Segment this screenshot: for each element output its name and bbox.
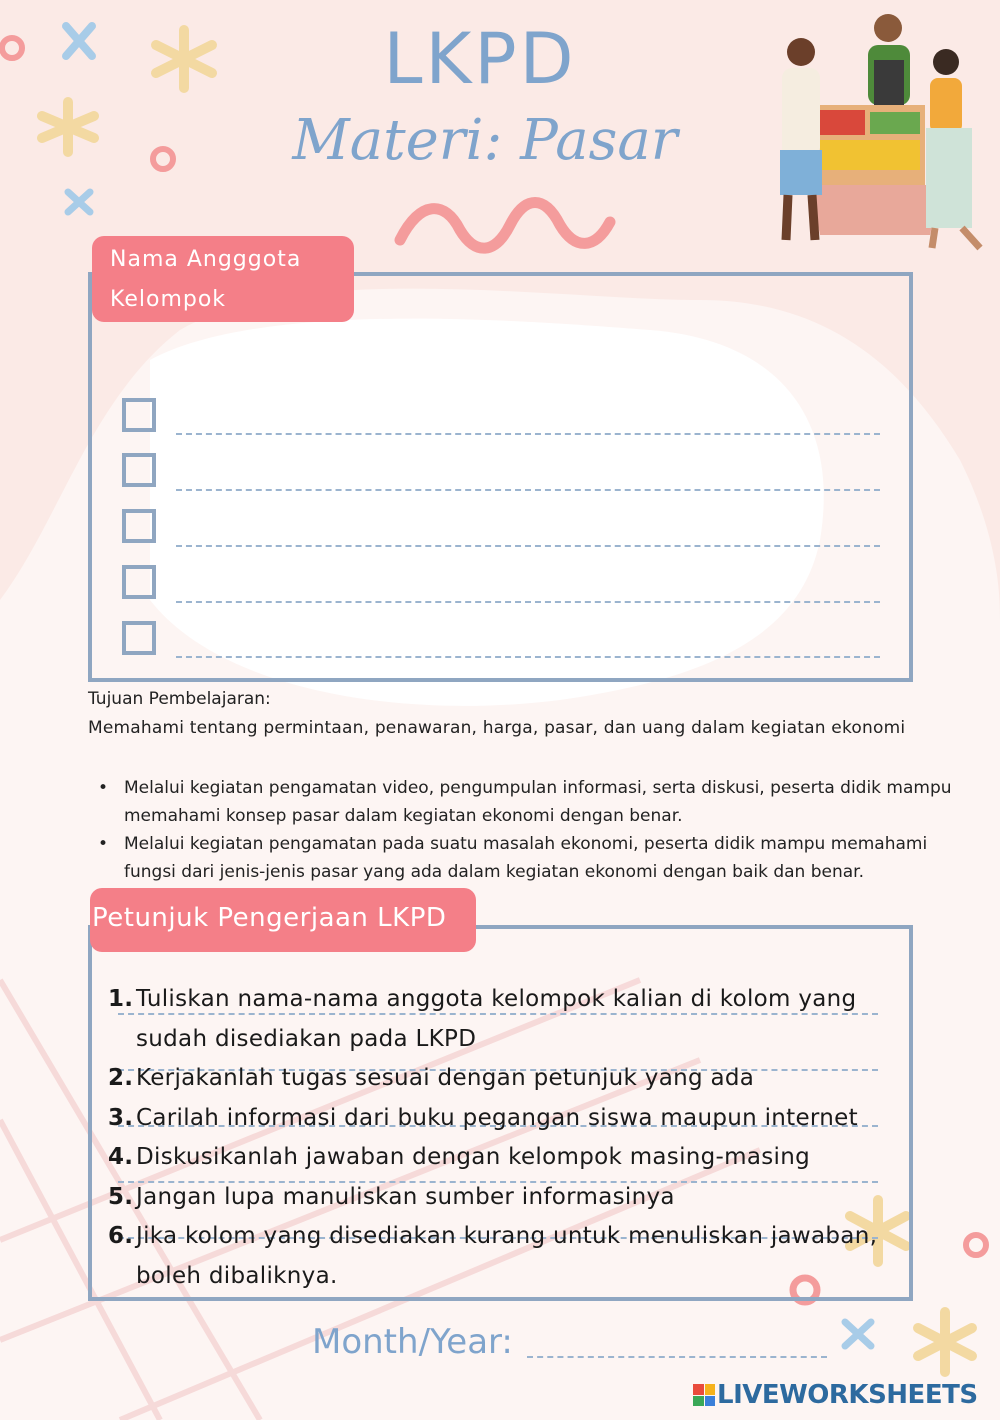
members-box [88,272,913,682]
objectives-text: Memahami tentang permintaan, penawaran, harga, pasar, dan uang dalam kegiatan ekonomi [88,718,906,738]
liveworksheets-logo [693,1380,978,1410]
instruction-item-2 [108,1059,888,1099]
month-year-input[interactable] [527,1356,827,1358]
objective-bullet-1: • Melalui kegiatan pengamatan video, pengumpulan informasi, serta diskusi, peserta didik mampu memahami konsep pasar dalam kegiatan ekonomi dengan benar. [98,774,968,830]
step-text: Jangan lupa manuliskan sumber informasinya [136,1183,675,1210]
instruction-item-5 [108,1178,888,1218]
page-subtitle: Materi: Pasar [292,108,678,173]
instructions-list [108,980,888,1296]
instruction-item-4 [108,1138,888,1178]
month-year-label: Month/Year: [312,1322,513,1362]
step-number: 5. [108,1183,134,1210]
member-checkbox-5[interactable] [122,621,156,655]
step-number: 2. [108,1065,134,1091]
step-text: Jika kolom yang disediakan kurang untuk menuliskan jawaban, boleh dibaliknya. [136,1223,878,1289]
objectives-list [98,774,968,886]
member-checkbox-3[interactable] [122,509,156,543]
step-number: 1. [108,986,134,1012]
member-name-line-4[interactable] [176,601,880,603]
brand-name: LIVEWORKSHEETS [717,1380,978,1410]
step-text: Tuliskan nama-nama anggota kelompok kalian di kolom yang sudah disediakan pada LKPD [136,986,857,1052]
step-text: Kerjakanlah tugas sesuai dengan petunjuk yang ada [136,1065,755,1091]
member-checkbox-4[interactable] [122,565,156,599]
step-text: Carilah informasi dari buku pegangan siswa maupun internet [136,1104,858,1131]
objective-bullet-2: • Melalui kegiatan pengamatan pada suatu masalah ekonomi, peserta didik mampu memahami fungsi dari jenis-jenis pasar yang ada dalam kegiatan ekonomi dengan baik dan benar. [98,830,968,886]
member-name-line-1[interactable] [176,433,880,435]
member-name-line-2[interactable] [176,489,880,491]
member-name-line-3[interactable] [176,545,880,547]
step-number: 3. [108,1104,134,1131]
instructions-label: Petunjuk Pengerjaan LKPD [90,888,476,952]
instruction-item-6 [108,1217,888,1296]
member-checkbox-1[interactable] [122,398,156,432]
members-label: Nama Angggota Kelompok [92,236,354,322]
page-title: LKPD [383,18,577,100]
objectives-heading: Tujuan Pembelajaran: [88,689,271,709]
squiggle-decoration [400,203,610,249]
instruction-item-3 [108,1099,888,1139]
step-number: 6. [108,1223,134,1249]
liveworksheets-icon [693,1384,715,1406]
instruction-item-1 [108,980,888,1059]
member-name-line-5[interactable] [176,656,880,658]
member-checkbox-2[interactable] [122,453,156,487]
step-number: 4. [108,1144,134,1170]
step-text: Diskusikanlah jawaban dengan kelompok masing-masing [136,1144,811,1170]
